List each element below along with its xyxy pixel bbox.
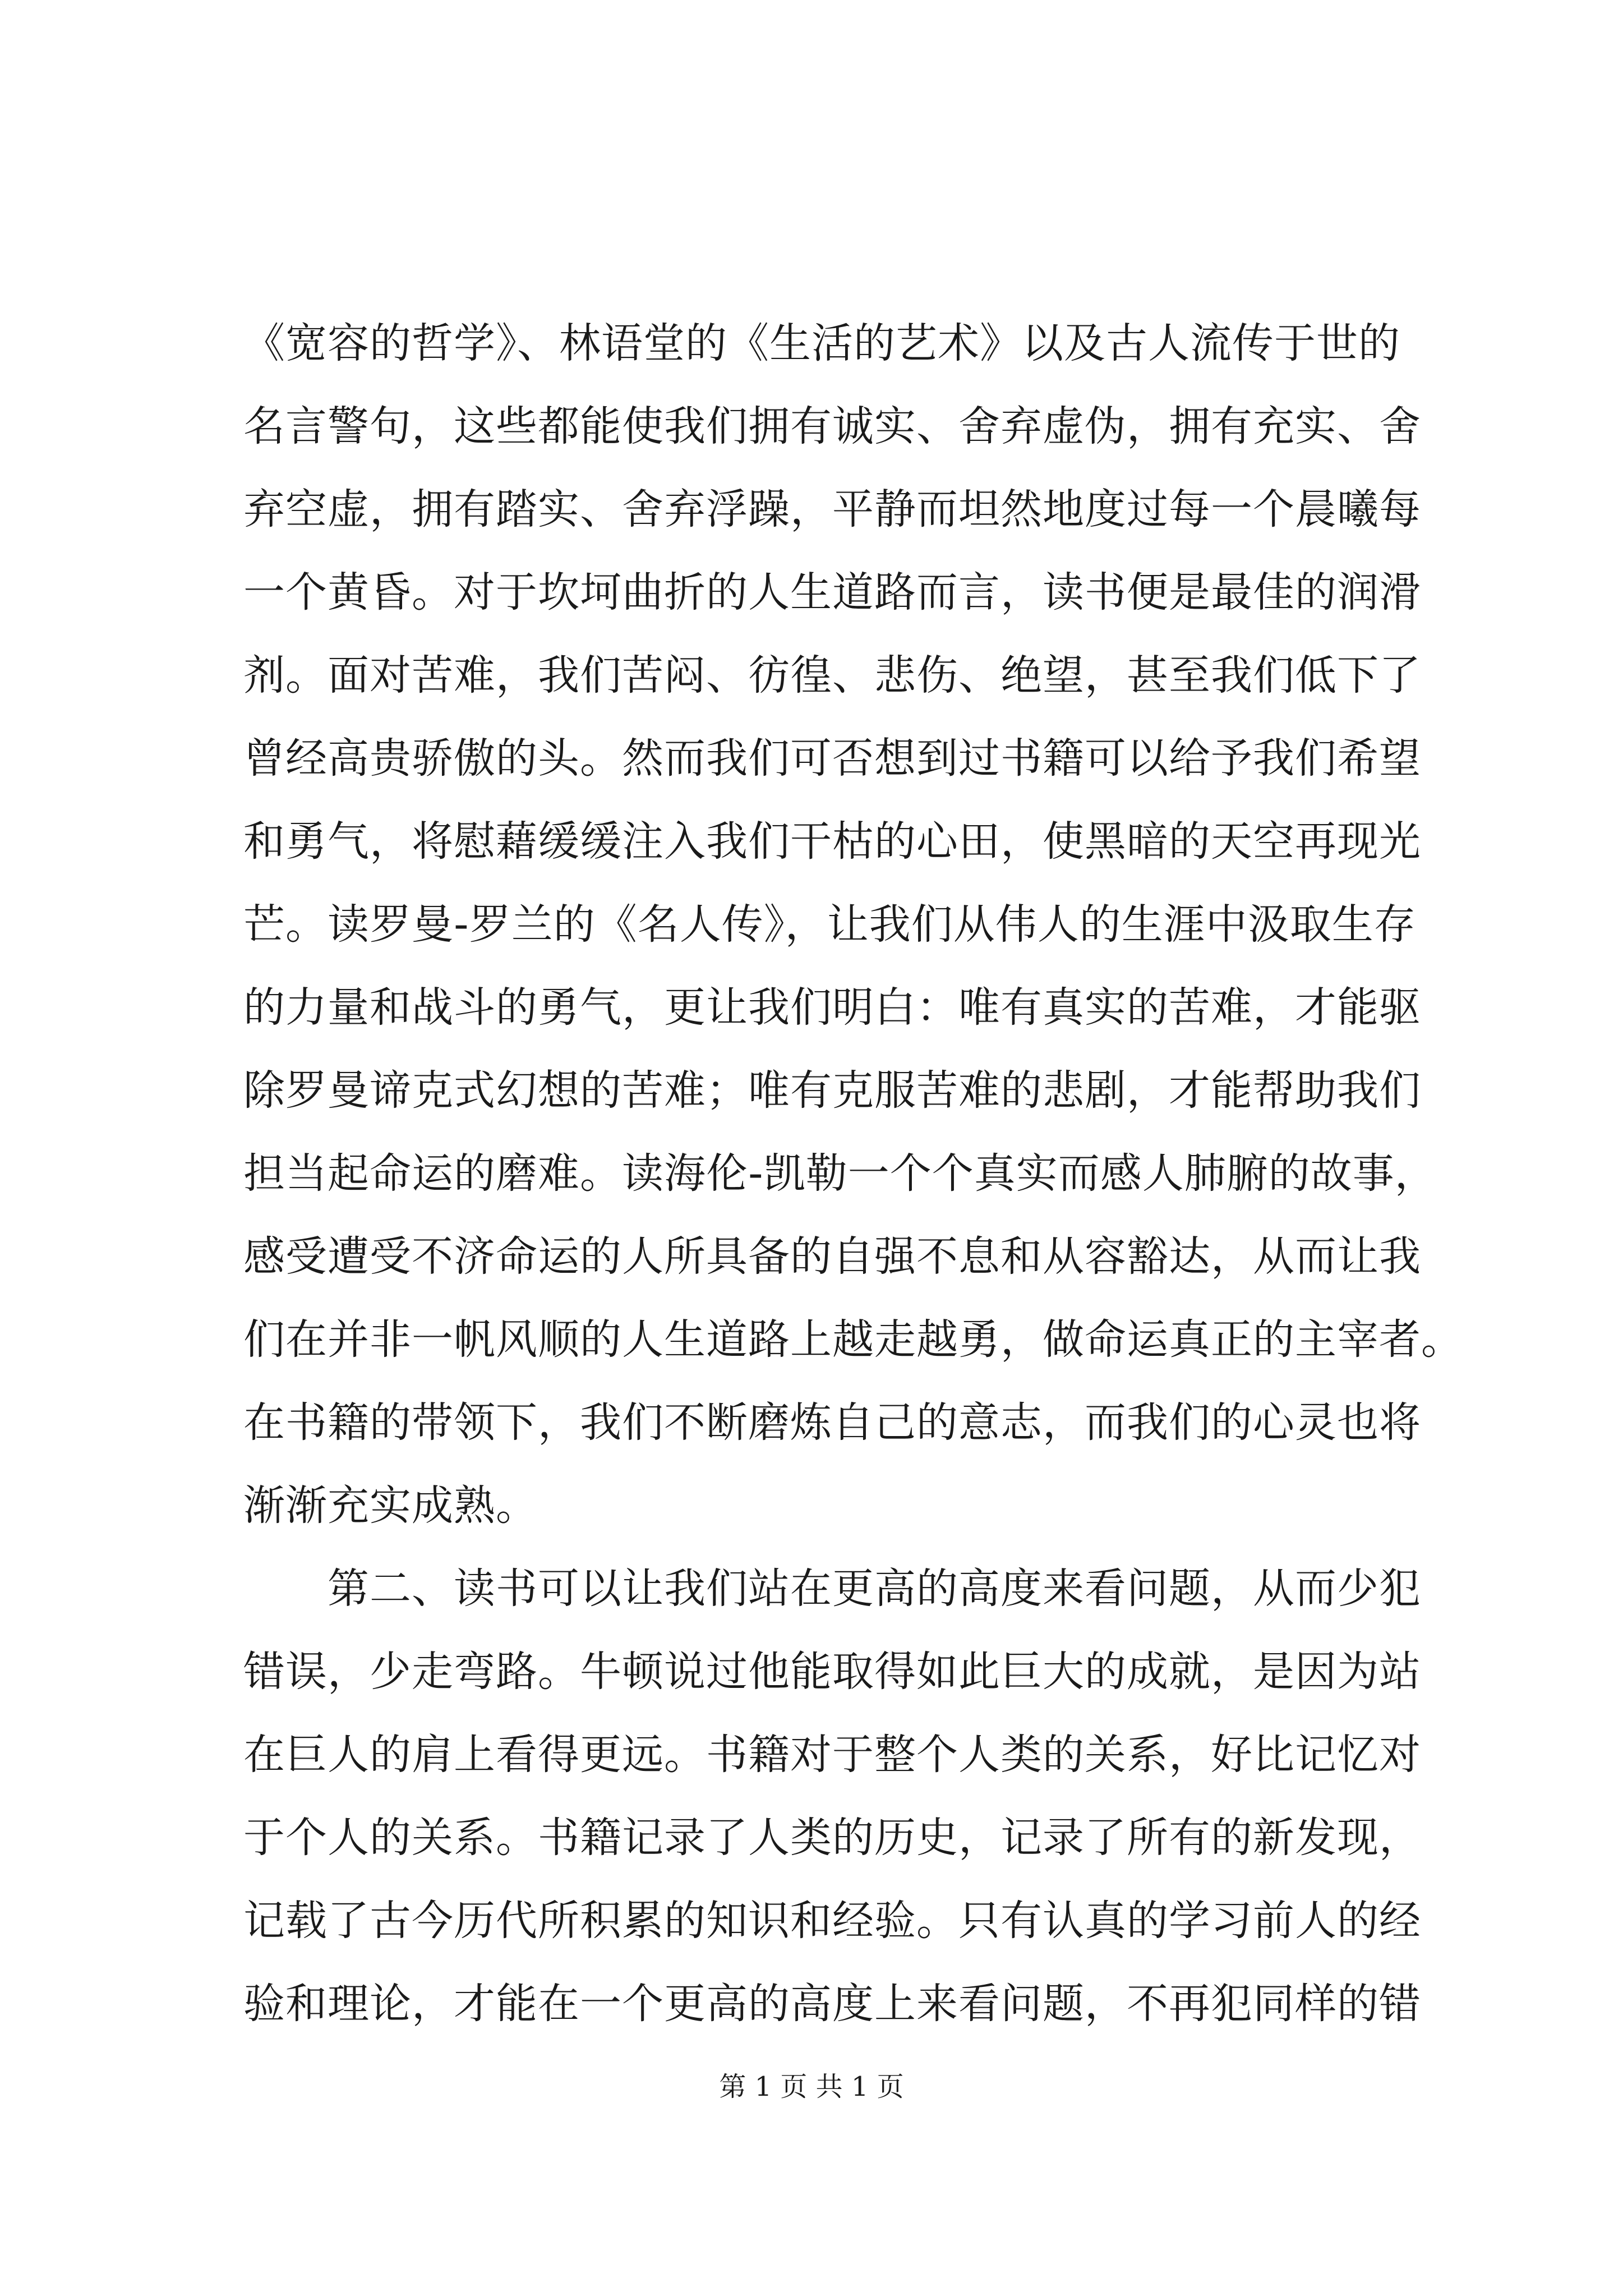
text-line: 一个黄昏。对于坎坷曲折的人生道路而言，读书便是最佳的润滑	[243, 568, 1421, 616]
text-line: 名言警句，这些都能使我们拥有诚实、舍弃虚伪，拥有充实、舍	[243, 402, 1421, 450]
text-line: 错误，少走弯路。牛顿说过他能取得如此巨大的成就，是因为站	[243, 1648, 1421, 1696]
text-line: 《宽容的哲学》、林语堂的《生活的艺术》以及古人流传于世的	[243, 319, 1400, 367]
text-line: 弃空虚，拥有踏实、舍弃浮躁，平静而坦然地度过每一个晨曦每	[243, 485, 1421, 533]
text-line: 剂。面对苦难，我们苦闷、彷徨、悲伤、绝望，甚至我们低下了	[243, 651, 1421, 700]
text-line: 芒。读罗曼-罗兰的《名人传》，让我们从伟人的生涯中汲取生存	[243, 900, 1416, 949]
text-line: 验和理论，才能在一个更高的高度上来看问题，不再犯同样的错	[243, 1980, 1421, 2028]
body-text	[243, 302, 1463, 2045]
text-line: 在巨人的肩上看得更远。书籍对于整个人类的关系，好比记忆对	[243, 1731, 1421, 1779]
text-line: 们在并非一帆风顺的人生道路上越走越勇，做命运真正的主宰者。	[243, 1315, 1463, 1364]
page-footer: 第 1 页 共 1 页	[719, 2071, 904, 2102]
text-line: 记载了古今历代所积累的知识和经验。只有认真的学习前人的经	[243, 1897, 1421, 1945]
text-line: 第二、读书可以让我们站在更高的高度来看问题，从而少犯	[243, 1565, 1421, 1613]
text-line: 的力量和战斗的勇气，更让我们明白：唯有真实的苦难，才能驱	[243, 983, 1421, 1032]
text-line: 在书籍的带领下，我们不断磨炼自己的意志，而我们的心灵也将	[243, 1398, 1421, 1447]
text-line: 担当起命运的磨难。读海伦-凯勒一个个真实而感人肺腑的故事，	[243, 1149, 1437, 1198]
text-line: 曾经高贵骄傲的头。然而我们可否想到过书籍可以给予我们希望	[243, 734, 1421, 783]
text-line: 和勇气，将慰藉缓缓注入我们干枯的心田，使黑暗的天空再现光	[243, 817, 1421, 866]
text-line: 渐渐充实成熟。	[243, 1481, 538, 1530]
text-line: 感受遭受不济命运的人所具备的自强不息和从容豁达，从而让我	[243, 1232, 1421, 1281]
text-line: 于个人的关系。书籍记录了人类的历史，记录了所有的新发现，	[243, 1814, 1421, 1862]
text-line: 除罗曼谛克式幻想的苦难；唯有克服苦难的悲剧，才能帮助我们	[243, 1066, 1421, 1115]
